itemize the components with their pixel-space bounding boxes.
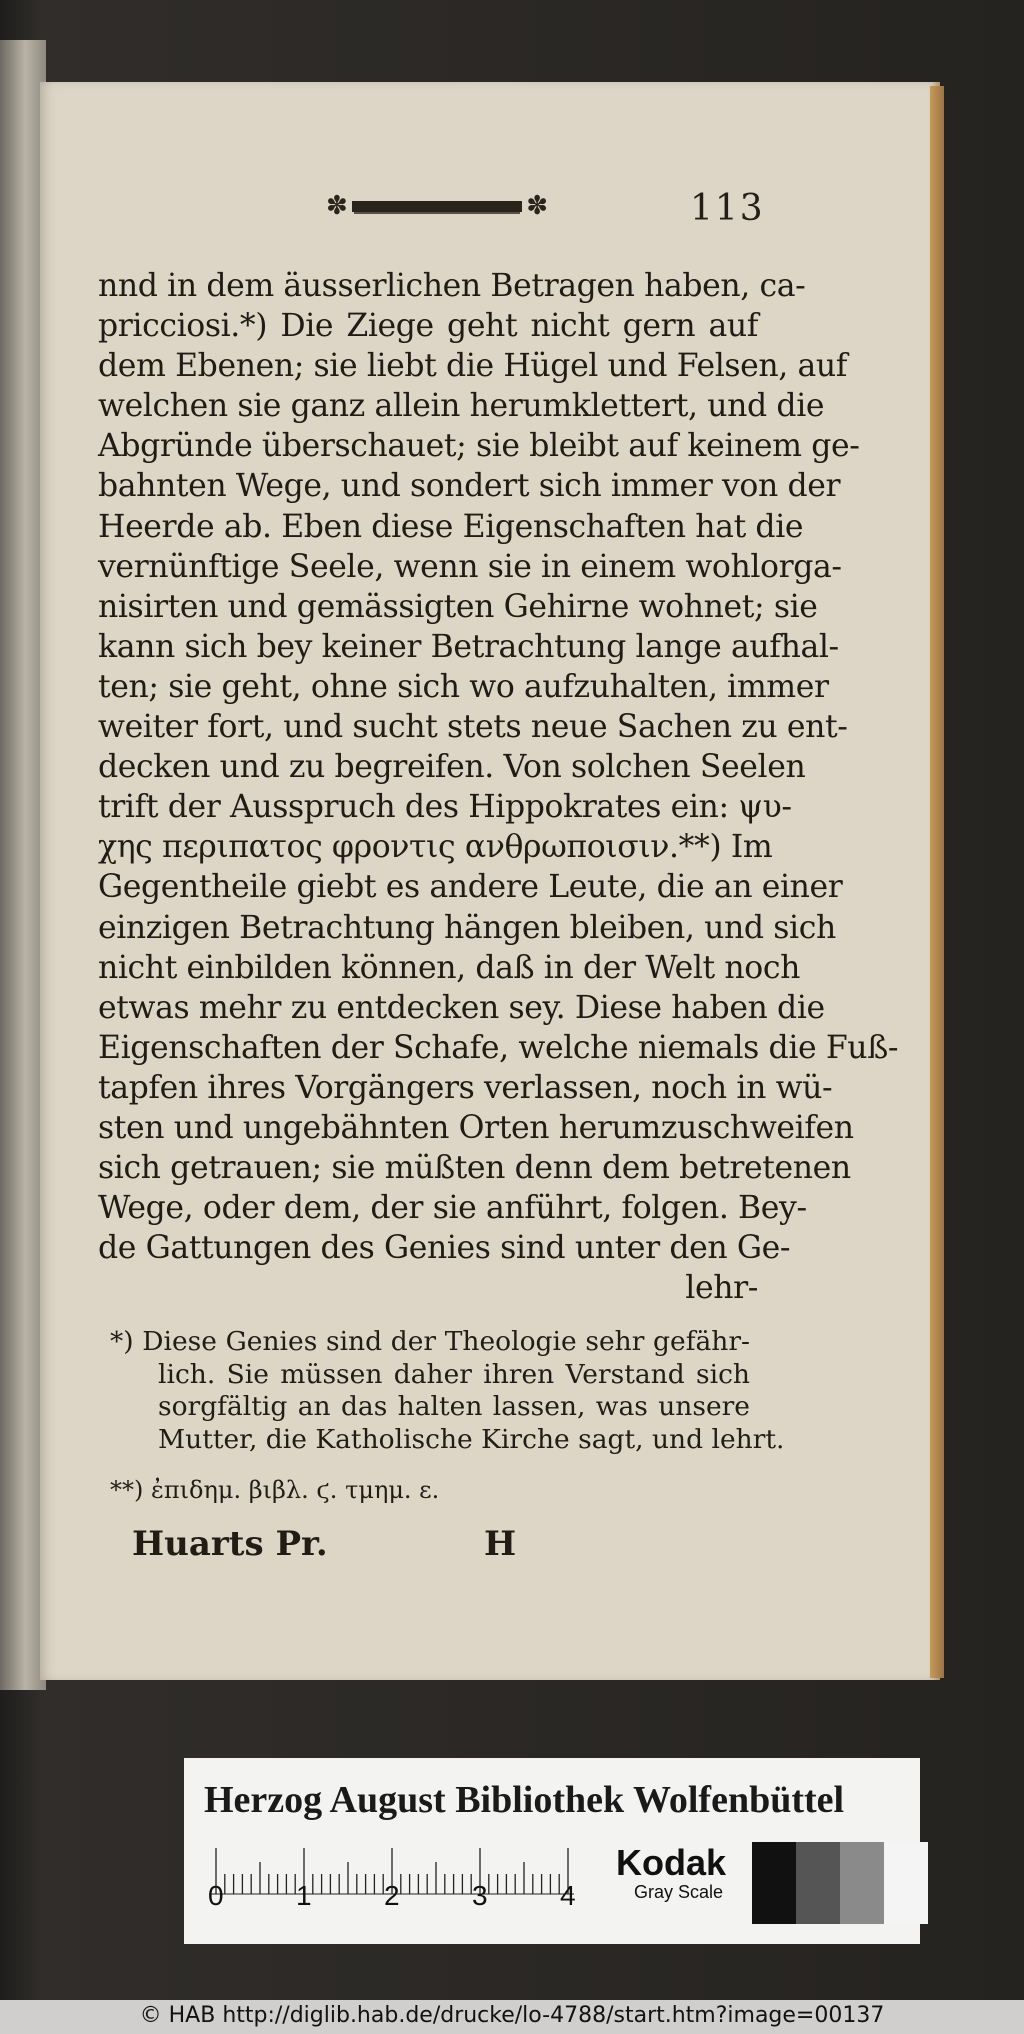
footnote-1 [110,1326,785,1456]
ruler-label: 0 [208,1880,224,1911]
text-line: nnd in dem äusserlichen Betragen haben, ca- [98,268,806,304]
text-line: Gegentheile giebt es andere Leute, die an einer [98,869,843,906]
gray-swatch [840,1842,884,1924]
ornament-rule [352,201,522,212]
text-line: kann sich bey keiner Betrachtung lange aufhal- [98,628,839,665]
text-line: vernünftige Seele, wenn sie in einem wohlorga- [98,548,842,585]
gray-swatch [752,1842,796,1924]
text-line: dem Ebenen; sie liebt die Hügel und Felsen, auf [98,348,848,385]
text-line: etwas mehr zu entdecken sey. Diese haben die [98,989,825,1026]
card-title: Herzog August Bibliothek Wolfenbüttel [204,1779,845,1821]
ruler-label: 2 [384,1880,400,1911]
gray-swatch [884,1842,928,1924]
ornament-flower-right-icon: ✽ [526,191,548,221]
kodak-logo: Kodak [616,1842,727,1883]
text-line: welchen sie ganz allein herumklettert, und die [98,388,825,425]
text-line: ten; sie geht, ohne sich wo aufzuhalten, immer [98,668,829,705]
text-line: de Gattungen des Genies sind unter den Ge- [98,1230,791,1267]
text-line: trift der Ausspruch des Hippokrates ein: ψυ- [98,789,792,826]
signature-mark: Huarts Pr. [132,1524,328,1564]
text-line: Heerde ab. Eben diese Eigenschaften hat die [98,508,804,545]
text-line: einzigen Betrachtung hängen bleiben, und sich [98,909,836,946]
page-number: 113 [690,188,765,229]
page-gilt-edge [930,86,944,1678]
footnote-line: *) Diese Genies sind der Theologie sehr gefähr- [110,1326,750,1357]
gray-swatch [796,1842,840,1924]
text-line: sten und ungebähnten Orten herumzuschweifen [98,1109,854,1146]
text-line: bahnten Wege, und sondert sich immer von der [98,468,841,505]
ornament-flower-left-icon: ✽ [326,191,348,221]
footnote-line: lich. Sie müssen daher ihren Verstand sich [158,1358,750,1390]
text-line: weiter fort, und sucht stets neue Sachen zu ent- [98,709,848,746]
color-calibration-card [184,1758,920,1944]
text-line: nicht einbilden können, daß in der Welt noch [98,949,800,986]
ruler-label: 3 [472,1880,488,1911]
catchword: lehr- [685,1270,758,1307]
gray-scale-label: Gray Scale [634,1882,724,1902]
gathering-letter: H [484,1524,517,1564]
footnote-line: sorgfältig an das halten lassen, was unsere [158,1391,750,1422]
footnote-2: **) ἐπιδημ. βιβλ. ϛ. τμημ. ε. [110,1476,440,1504]
text-line: Abgründe überschauet; sie bleibt auf keinem ge- [98,428,860,465]
ruler-label: 1 [296,1880,312,1911]
body-text [98,266,899,1308]
footnote-line: Mutter, die Katholische Kirche sagt, und lehrt. [158,1423,785,1455]
text-line: χης περιπατος φροντις ανθρωποισιν.**) Im [98,829,773,866]
text-line: tapfen ihres Vorgängers verlassen, noch in wü- [98,1069,833,1106]
text-line: pricciosi.*) Die Ziege geht nicht gern auf [98,308,758,345]
text-line: sich getrauen; sie müßten denn dem betretenen [98,1150,851,1187]
text-line: Wege, oder dem, der sie anführt, folgen. Bey- [98,1190,807,1227]
text-line: decken und zu begreifen. Von solchen Seelen [98,749,806,786]
text-line: nisirten und gemässigten Gehirne wohnet; sie [98,588,818,625]
footer-copyright: © HAB http://diglib.hab.de/drucke/lo-4788/start.htm?image=00137 [139,2003,885,2028]
ruler-label: 4 [560,1880,576,1911]
header-ornament [326,192,548,220]
text-line: Eigenschaften der Schafe, welche niemals die Fuß- [98,1029,899,1066]
